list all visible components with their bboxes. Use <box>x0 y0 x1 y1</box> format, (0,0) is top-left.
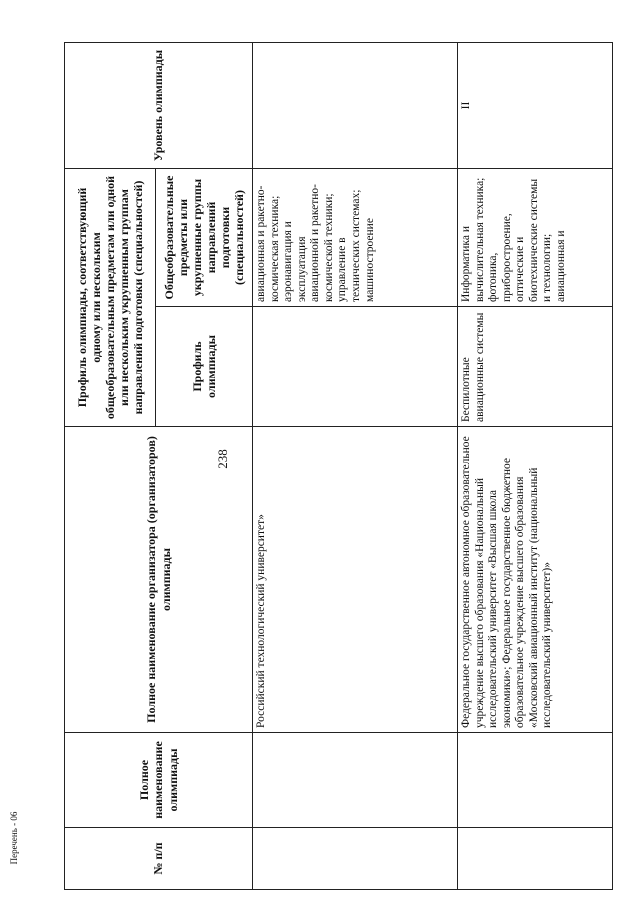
cell-number <box>253 828 458 890</box>
cell-olympiad-name <box>458 733 613 828</box>
header-olympiad-name: Полное наименование олимпиады <box>65 733 253 828</box>
header-organizer: Полное наименование организатора (организаторов) олимпиады <box>65 427 253 733</box>
cell-profile: Беспилотные авиационные системы <box>458 307 613 427</box>
cell-profile <box>253 307 458 427</box>
cell-olympiad-name <box>253 733 458 828</box>
olympiad-table-frame <box>64 43 612 890</box>
olympiad-table-rotated <box>64 43 612 890</box>
header-level: Уровень олимпиады <box>65 43 253 169</box>
header-profile: Профиль олимпиады <box>156 307 253 427</box>
cell-organizer: Федеральное государственное автономное образовательное учреждение высшего образования «Национальный исследовательский университет «Высшая школа экономики»; Федеральное государственное бюджетное образовательное учреждение высшего образования «Московский авиационный институт (национальный исследовательский университет)» <box>458 427 613 733</box>
cell-level: II <box>458 43 613 169</box>
cell-subjects: Информатика и вычислительная техника; фотоника, приборостроение, оптические и биотехнические системы и технологии; авиационная и <box>458 169 613 307</box>
cell-level <box>253 43 458 169</box>
cell-number <box>458 828 613 890</box>
table-row <box>458 43 613 890</box>
cell-subjects: авиационная и ракетно-космическая техника; аэронавигация и эксплуатация авиационной и ракетно-космической техники; управление в технических системах; машиностроение <box>253 169 458 307</box>
header-row <box>65 43 156 890</box>
page-number: 238 <box>215 449 230 469</box>
olympiad-table <box>64 42 613 890</box>
table-row <box>253 43 458 890</box>
header-profile-group: Профиль олимпиады, соответствующий одному или нескольким общеобразовательным предметам или одной или нескольким укрупненным группам направлений подготовки (специальностей) <box>65 169 156 427</box>
footer-code: Перечень - 06 <box>9 811 19 865</box>
header-number: № п/п <box>65 828 253 890</box>
header-subjects: Общеобразовательные предметы или укрупненные группы направлений подготовки (специальностей) <box>156 169 253 307</box>
cell-organizer: Российский технологический университет» <box>253 427 458 733</box>
